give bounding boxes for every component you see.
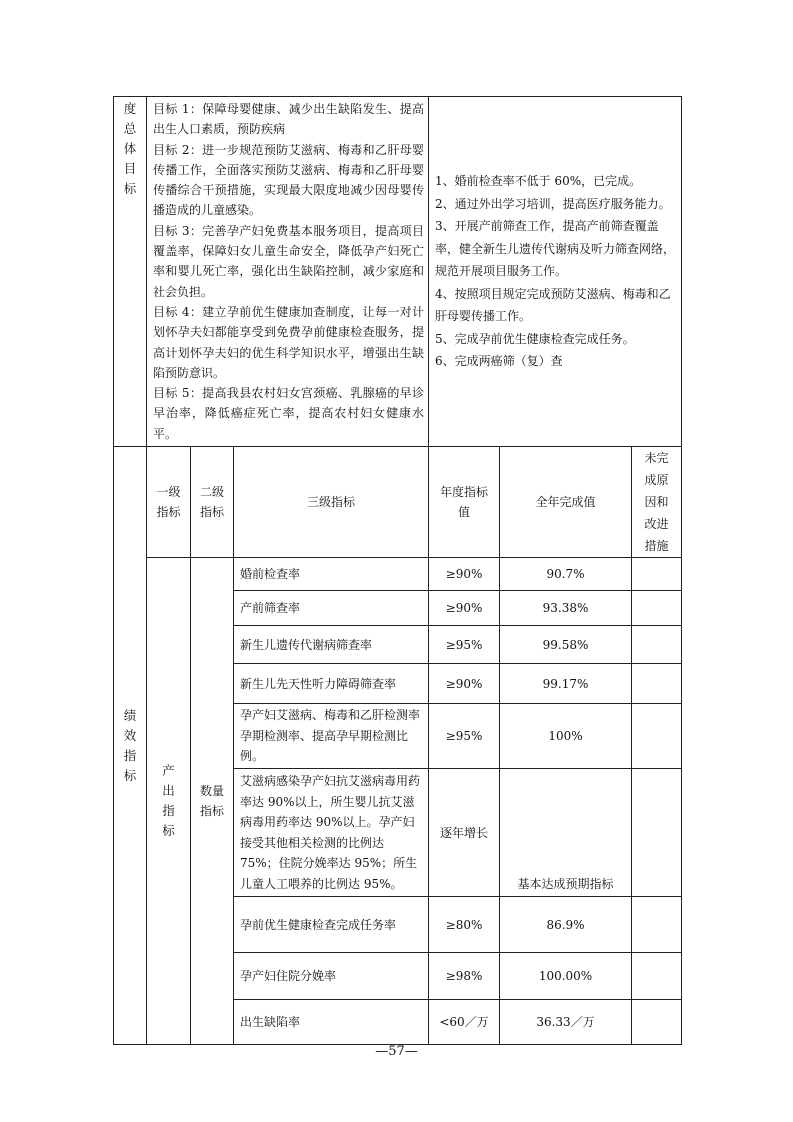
- indicator-name: 艾滋病感染孕产妇抗艾滋病毒用药率达 90%以上，所生婴儿抗艾滋病毒用药率达 90%以上。孕产妇接受其他相关检测的比例达 75%；住院分娩率达 95%；所生儿童人工喂养的比例达 95%。: [234, 769, 429, 897]
- reason-value: [632, 664, 682, 704]
- goal-label-char: 目: [123, 161, 137, 176]
- performance-label-char: 绩: [123, 707, 137, 723]
- goal-item: 目标 1：保障母婴健康、减少出生缺陷发生、提高出生人口素质，预防疾病: [153, 102, 425, 137]
- performance-label-char: 指: [123, 747, 137, 763]
- indicator-name: 婚前检查率: [234, 558, 429, 591]
- goal-label-char: 总: [123, 121, 137, 136]
- indicator-name: 新生儿遗传代谢病筛查率: [234, 626, 429, 664]
- indicator-name: 新生儿先天性听力障碍筛查率: [234, 664, 429, 704]
- goal-item: 目标 3：完善孕产妇免费基本服务项目，提高项目覆盖率，保障妇女儿童生命安全，降低孕产妇死亡率和婴儿死亡率，强化出生缺陷控制，减少家庭和社会负担。: [153, 223, 425, 299]
- goal-row: [114, 97, 682, 447]
- indicator-name: 孕产妇艾滋病、梅毒和乙肝检测率孕期检测率、提高孕早期检测比例。: [234, 704, 429, 769]
- goal-label-char: 度: [123, 101, 137, 116]
- completion-item: 6、完成两癌筛（复）查: [435, 354, 563, 369]
- actual-value: 99.17%: [500, 664, 632, 704]
- reason-value: [632, 1000, 682, 1045]
- document-page: [113, 96, 681, 1045]
- level2-text: 指标: [199, 804, 224, 819]
- reason-value: [632, 626, 682, 664]
- table-row: [114, 558, 682, 591]
- goal-label-char: 标: [123, 181, 137, 196]
- performance-label-char: 标: [123, 767, 137, 783]
- actual-value: 100.00%: [500, 953, 632, 1000]
- target-value: 逐年增长: [429, 769, 500, 897]
- header-actual: 全年完成值: [500, 447, 632, 558]
- completion-cell: [429, 97, 682, 447]
- indicator-name: 产前筛查率: [234, 591, 429, 626]
- performance-section-label: [114, 447, 147, 1045]
- header-level1: 一级指标: [147, 447, 191, 558]
- completion-item: 3、开展产前筛查工作，提高产前筛查覆盖率，健全新生儿遗传代谢病及听力筛查网络，规范开展项目服务工作。: [435, 219, 676, 279]
- actual-value: 93.38%: [500, 591, 632, 626]
- header-target: 年度指标值: [429, 447, 500, 558]
- reason-value: [632, 558, 682, 591]
- goal-item: 目标 4：建立孕前优生健康加查制度，让每一对计划怀孕夫妇都能享受到免费孕前健康检查服务，提高计划怀孕夫妇的优生科学知识水平，增强出生缺陷预防意识。: [153, 304, 425, 380]
- header-reason: 未完成原因和改进措施: [632, 447, 682, 558]
- indicator-name: 孕前优生健康检查完成任务率: [234, 897, 429, 953]
- actual-value: 99.58%: [500, 626, 632, 664]
- target-value: ≥90%: [429, 558, 500, 591]
- actual-value: 基本达成预期指标: [500, 769, 632, 897]
- level2-text: 数量: [199, 784, 224, 799]
- level2-cell: [191, 558, 234, 1045]
- actual-value: 36.33／万: [500, 1000, 632, 1045]
- goal-section-label: [114, 97, 147, 447]
- target-value: ≥98%: [429, 953, 500, 1000]
- level1-char: 出: [162, 783, 175, 799]
- indicator-name: 出生缺陷率: [234, 1000, 429, 1045]
- goal-item: 目标 2：进一步规范预防艾滋病、梅毒和乙肝母婴传播工作，全面落实预防艾滋病、梅毒和乙肝母婴传播综合干预措施，实现最大限度地减少因母婴传播造成的儿童感染。: [153, 142, 425, 218]
- completion-item: 5、完成孕前优生健康检查完成任务。: [435, 331, 635, 346]
- reason-value: [632, 897, 682, 953]
- header-level3: 三级指标: [234, 447, 429, 558]
- indicator-name: 孕产妇住院分娩率: [234, 953, 429, 1000]
- level1-char: 指: [162, 803, 175, 819]
- performance-table: [113, 96, 682, 1045]
- completion-item: 1、婚前检查率不低于 60%，已完成。: [435, 174, 642, 189]
- reason-value: [632, 591, 682, 626]
- annual-goals-cell: [147, 97, 429, 447]
- level1-char: 标: [162, 823, 175, 839]
- goal-item: 目标 5：提高我县农村妇女宫颈癌、乳腺癌的早诊早治率，降低癌症死亡率，提高农村妇女健康水平。: [153, 386, 425, 441]
- target-value: ≥80%: [429, 897, 500, 953]
- completion-item: 4、按照项目规定完成预防艾滋病、梅毒和乙肝母婴传播工作。: [435, 286, 671, 324]
- page-number: —57—: [375, 1044, 418, 1059]
- actual-value: 100%: [500, 704, 632, 769]
- header-level2: 二级指标: [191, 447, 234, 558]
- target-value: ≥90%: [429, 664, 500, 704]
- target-value: ≥95%: [429, 626, 500, 664]
- target-value: <60／万: [429, 1000, 500, 1045]
- completion-item: 2、通过外出学习培训，提高医疗服务能力。: [435, 196, 671, 211]
- target-value: ≥95%: [429, 704, 500, 769]
- actual-value: 86.9%: [500, 897, 632, 953]
- actual-value: 90.7%: [500, 558, 632, 591]
- reason-value: [632, 769, 682, 897]
- target-value: ≥90%: [429, 591, 500, 626]
- performance-label-char: 效: [123, 727, 137, 743]
- level1-char: 产: [162, 763, 175, 779]
- goal-label-char: 体: [123, 141, 137, 156]
- reason-value: [632, 953, 682, 1000]
- reason-value: [632, 704, 682, 769]
- level1-cell: [147, 558, 191, 1045]
- indicator-header-row: [114, 447, 682, 558]
